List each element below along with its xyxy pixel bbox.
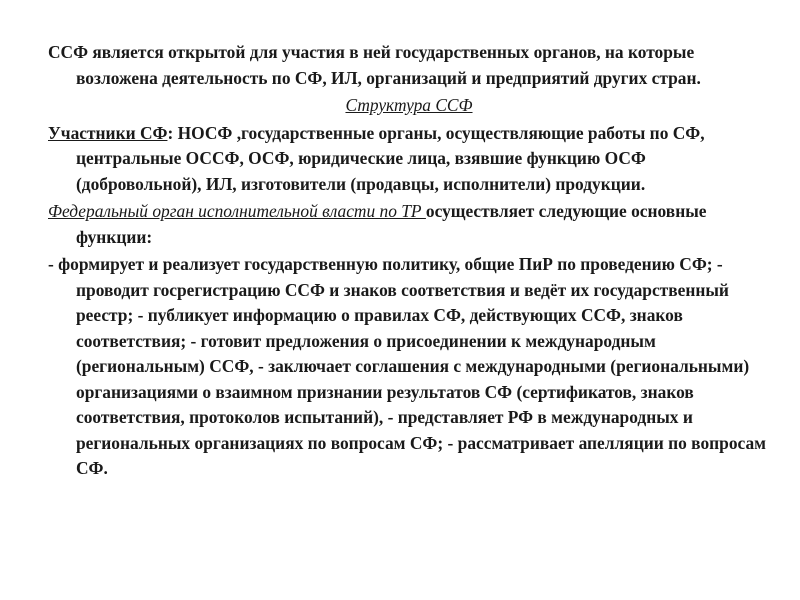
structure-heading: Структура ССФ — [345, 95, 473, 115]
functions-text: - формирует и реализует государственную политику, общие ПиР по проведению СФ; - проводит госрегистрацию ССФ и знаков соответствия и ведёт их государственный реестр; - публикует информацию о правилах СФ, действующих ССФ, знаков соответствия; - готовит предложения о присоединении к международным (региональным) ССФ, - заключает соглашения с международными (региональными) организациями о взаимном признании результатов СФ (сертификатов, знаков соответствия, протоколов испытаний), - представляет РФ в международных и региональных организациях по вопросам СФ; - рассматривает апелляции по вопросам СФ. — [48, 254, 766, 478]
structure-heading-paragraph — [48, 93, 770, 119]
intro-paragraph — [48, 40, 770, 91]
intro-text: ССФ является открытой для участия в ней государственных органов, на которые возложена деятельность по СФ, ИЛ, организаций и предприятий других стран. — [48, 42, 701, 88]
participants-paragraph — [48, 121, 770, 198]
federal-text: осуществляет следующие основные функции: — [76, 201, 707, 247]
federal-paragraph — [48, 199, 770, 250]
functions-paragraph — [48, 252, 770, 482]
participants-text: : НОСФ ,государственные органы, осуществляющие работы по СФ, центральные ОССФ, ОСФ, юридические лица, взявшие функцию ОСФ (добровольной), ИЛ, изготовители (продавцы, исполнители) продукции. — [76, 122, 705, 194]
participants-label: Участники СФ — [48, 122, 168, 143]
federal-label: Федеральный орган исполнительной власти по ТР — [48, 201, 426, 221]
slide-content — [48, 40, 770, 484]
